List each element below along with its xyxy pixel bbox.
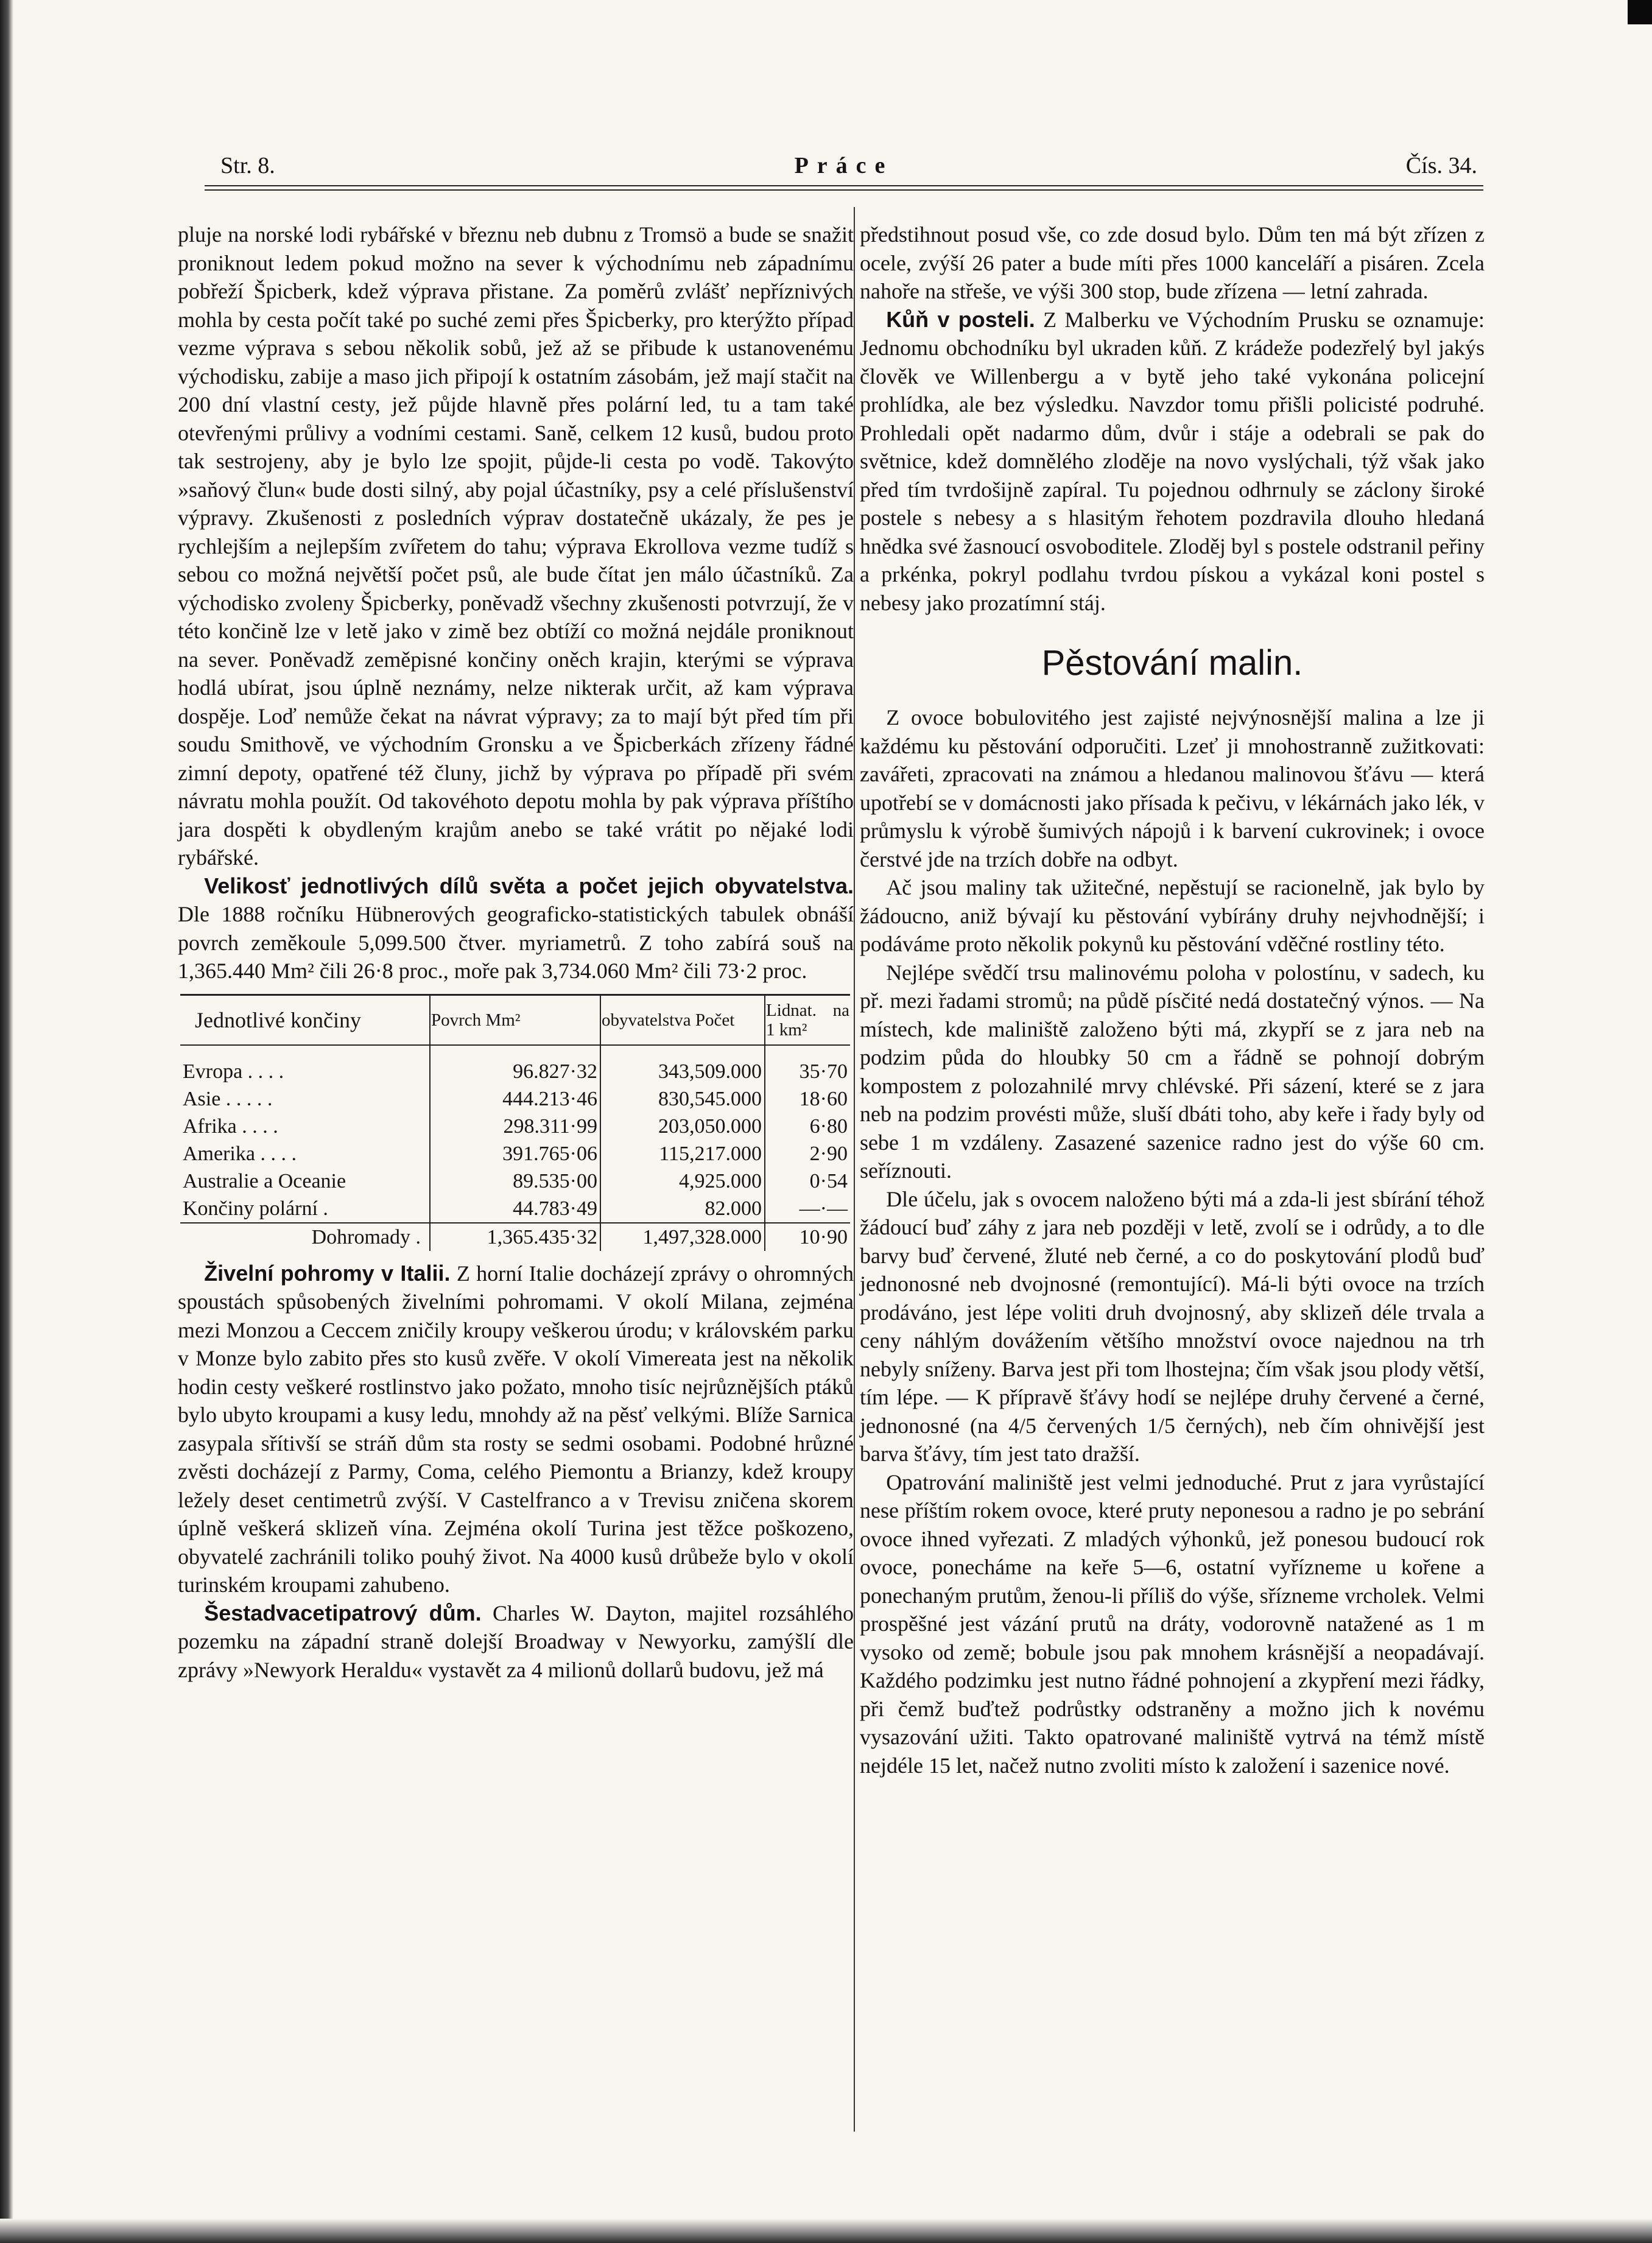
publication-title: Práce (794, 153, 894, 178)
section-heading: Kůň v posteli. (886, 306, 1035, 332)
article-title: Pěstování malin. (1041, 643, 1303, 683)
article-paragraph: Z ovoce bobulovitého jest zajisté nejvýnosnější malina a lze ji každému ku pěstování odporučiti. Lzeť ji mnohostranně zužitkovati: zavářeti, zpracovati na známou a hledanou malinovou šťávu — která upotřebí se v domácnosti jako přísada k pečivu, v lékárnách jako lék, v průmyslu k výrobě šumivých nápojů i k barvení cukrovinek; i ovoce čerstvé jde na trzích dobře na odbyt. (860, 705, 1485, 871)
table-row: Afrika . . . . 298.311·99 203,050.000 6·80 (180, 1113, 850, 1140)
expedition-paragraph: pluje na norské lodi rybářské v březnu neb dubnu z Tromsö a bude se snažit proniknout ledem pokud možno na sever k východnímu neb západnímu pobřeží Špicberk, kdež výprava přistane. Za poměrů zvlášť nepříznivých mohla by cesta počít také po suché zemi přes Špicberky, pro kterýžto případ vezme výprava s sebou několik sobů, jež až se přibude k ustanovenému východisku, zabije a maso jich připojí k ostatním zásobám, jež mají stačit na 200 dní vlastní cesty, jež půjde hlavně přes polární led, tu a tam také otevřenými průlivy a vodními cestami. Saně, celkem 12 kusů, budou proto tak sestrojeny, aby je bylo lze spojit, půjde-li cesta po vodě. Takovýto »saňový člun« bude dosti silný, aby pojal účastníky, psy a celé příslušenství výpravy. Zkušenosti z posledních výprav dostatečně ukázaly, že pes je rychlejším a nejlepším zvířetem do tahu; výprava Ekrollova vezme tudíž s sebou co možná největší počet psů, ale bude čítat jen málo účastníků. Za východisko zvoleny Špicberky, poněvadž všechny zkušenosti potvrzují, že v této končině lze v letě jako v zimě bez obtíží co možná nejdále proniknout na sever. Poněvadž zeměpisné končiny oněch krajin, kterými se výprava hodlá ubírat, jsou úplně neznámy, nelze nikterak určit, až kam výprava dospěje. Loď nemůže čekat na návrat výpravy; za to mají být před tím při soudu Smithově, ve východním Gronsku a ve Špicberkách zřízeny řádné zimní depoty, opatřené též čluny, jichž by výprava po případě při svém návratu mohla použít. Od takovéhoto depotu mohla by pak výprava příštího jara dospěti k obydleným krajům anebo se také vrátit po nějaké lodi rybářské. (178, 222, 854, 870)
right-column (860, 220, 1485, 1780)
header-rule (205, 185, 1483, 191)
section-heading: Velikosť jednotlivých dílů světa a počet jejich obyvatelstva. (204, 873, 854, 898)
column-header: Jednotlivé končiny (180, 995, 430, 1045)
section-heading: Živelní pohromy v Italii. (204, 1260, 451, 1286)
skyscraper-continuation: předstihnout posud vše, co zde dosud bylo. Dům ten má být zřízen z ocele, zvýší 26 pater a bude míti přes 1000 kanceláří a pisáren. Zcela nahoře na střeše, ve výši 300 stop, bude zřízena — letní zahrada. (860, 222, 1485, 303)
column-header: obyvatelstva Počet (600, 995, 765, 1045)
left-column (178, 220, 854, 1684)
skyscraper-paragraph: Šestadvacetipatrový dům. Charles W. Dayton, majitel rozsáhlého pozemku na západní straně dolejší Broadway v Newyorku, zamýšlí dle zprávy »Newyork Heraldu« vystavět za 4 milionů dollarů budovu, jež má (178, 1600, 854, 1682)
table-row: Australie a Oceanie 89.535·00 4,925.000 0·54 (180, 1167, 850, 1195)
table-total-row: Dohromady . 1,365.435·32 1,497,328.000 10·90 (180, 1223, 850, 1251)
scan-edge-left (0, 0, 13, 2243)
population-table (180, 994, 850, 1251)
column-header: Lidnat. na 1 km² (765, 995, 850, 1045)
table-header-row (180, 995, 850, 1045)
table-row: Končiny polární . 44.783·49 82.000 —·— (180, 1195, 850, 1223)
table-row: Asie . . . . . 444.213·46 830,545.000 18·60 (180, 1085, 850, 1113)
table-row: Evropa . . . . 96.827·32 343,509.000 35·70 (180, 1058, 850, 1085)
article-paragraph: Nejlépe svědčí trsu malinovému poloha v polostínu, v sadech, ku př. mezi řadami stromů; na půdě písčité nedá dostatečný výnos. — Na místech, kde maliniště založeno býti má, zkypří se z jara neb na podzim půda do hloubky 50 cm a řádně se pohnojí dobrým kompostem z polozahnilé mrvy chlévské. Při sázení, které se z jara neb na podzim provésti může, sluší dbáti toho, aby keře i řady byly od sebe 1 m vzdáleny. Zasazené sazenice radno jest do výše 60 cm. seříznouti. (860, 960, 1485, 1183)
world-population-paragraph: Velikosť jednotlivých dílů světa a počet jejich obyvatelstva. Dle 1888 ročníku Hübnerových geograficko-statistických tabulek obnáší povrch zeměkoule 5,099.500 čtver. myriametrů. Z toho zabírá souš na 1,365.440 Mm² čili 26·8 proc., moře pak 3,734.060 Mm² čili 73·2 proc. (178, 873, 854, 983)
page-number: Str. 8. (220, 153, 275, 178)
scan-corner-mark (1628, 0, 1652, 24)
section-heading: Šestadvacetipatrový dům. (204, 1600, 482, 1625)
column-header: Povrch Mm² (430, 995, 600, 1045)
article-paragraph: Opatrování maliniště jest velmi jednoduché. Prut z jara vyrůstající nese příštím rokem ovoce, které pruty neponesou a radno je po sebrání ovoce ihned vyřezati. Z mladých výhonků, jež ponesou budoucí rok ovoce, ponecháme na keře 5—6, ostatní vyřízneme u kořene a ponechaným prutům, ženou-li příliš do výše, sřízneme vrcholek. Velmi prospěšné jest vázání prutů na dráty, vodorovně natažené as 1 m vysoko od země; bobule jsou pak mnohem krásnější a neopadávají. Každého podzimku jest nutno řádné pohnojení a zkypření mezi řádky, při čemž buďtež podrůstky odstraněny a možno jich k novému vysazování užiti. Takto opatrované maliniště vytrvá na témž místě nejdéle 15 let, načež nutno zvoliti místo k založení i sazenice nové. (860, 1470, 1485, 1778)
horse-in-bed-paragraph: Kůň v posteli. Z Malberku ve Východním Prusku se oznamuje: Jednomu obchodníku byl ukraden kůň. Z krádeže podezřelý byl jakýs člověk ve Willenbergu a v bytě jeho také vykonána policejní prohlídka, ale bez výsledku. Navzdor tomu přišli policisté podruhé. Prohledali opět nadarmo dům, dvůr i stáje a odebrali se pak do světnice, kdež domnělého zloděje na novo vyslýchali, týž však jako před tím tvrdošijně zapíral. Tu pojednou odhrnuly se záclony široké postele s nebesy a s hlasitým řehotem pozdravila dlouho hledaná hnědka své žasnoucí osvoboditele. Zloděj byl s postele odstranil peřiny a prkénka, pokryl podlahu tvrdou pískou a vykázal koni postel s nebesy jako prozatímní stáj. (860, 306, 1485, 615)
table-row: Amerika . . . . 391.765·06 115,217.000 2·90 (180, 1140, 850, 1167)
issue-number: Čís. 34. (1405, 153, 1477, 178)
italy-storms-paragraph: Živelní pohromy v Italii. Z horní Italie docházejí zprávy o ohromných spoustách spůsobených živelními pohromami. V okolí Milana, zejména mezi Monzou a Ceccem zničily kroupy veškerou úrodu; v královském parku v Monze bylo zabito přes sto kusů zvěře. V okolí Vimereata jest na několik hodin cesty veškeré rostlinstvo jako požato, mnoho tisíc nejrůznějších ptáků bylo ubyto kroupami a kusy ledu, mnohdy až na pěsť velkými. Blíže Sarnica zasypala sřítivší se stráň dům sta rosty se sedmi osobami. Podobné hrůzné zvěsti docházejí z Parmy, Coma, celého Piemontu a Brianzy, kdež kroupy ležely deset centimetrů zvýší. V Castelfranco a v Trevisu zničena skorem úplně veškerá sklizeň vína. Zejména okolí Turina jest těžce poškozeno, obyvatelé zachránili toliko pouhý život. Na 4000 kusů drůbeže bylo v okolí turinském kroupami zahubeno. (178, 1260, 854, 1597)
page-header (205, 152, 1483, 179)
column-divider (854, 207, 855, 2132)
article-paragraph: Ač jsou maliny tak užitečné, nepěstují se racionelně, jak bylo by žádoucno, aniž bývají ku pěstování vybírány druhy nejvhodnější; i podáváme proto několik pokynů ku pěstování vděčné rostliny této. (860, 875, 1485, 956)
article-paragraph: Dle účelu, jak s ovocem naloženo býti má a zda-li jest sbírání téhož žádoucí buď záhy z jara neb později v letě, zvolí se i odrůdy, a to dle barvy buď červené, žluté neb černé, a co do poskytování plodů buď jednonosné neb dvojnosné (remontující). Má-li býti ovoce na trzích prodáváno, jest lépe voliti druh dvojnosný, aby sklizeň déle trvala a ceny náhlým dovážením většího množství ovoce najednou na trh nebyly sníženy. Barva jest při tom lhostejna; čím však jsou plody větší, tím lépe. — K přípravě šťávy hodí se nejlépe druhy červené a černé, jednonosné (na 4/5 červených 1/5 černých), neb čím ohnivější jest barva šťávy, tím jest tato dražší. (860, 1186, 1485, 1466)
scan-edge-bottom (0, 2219, 1652, 2243)
